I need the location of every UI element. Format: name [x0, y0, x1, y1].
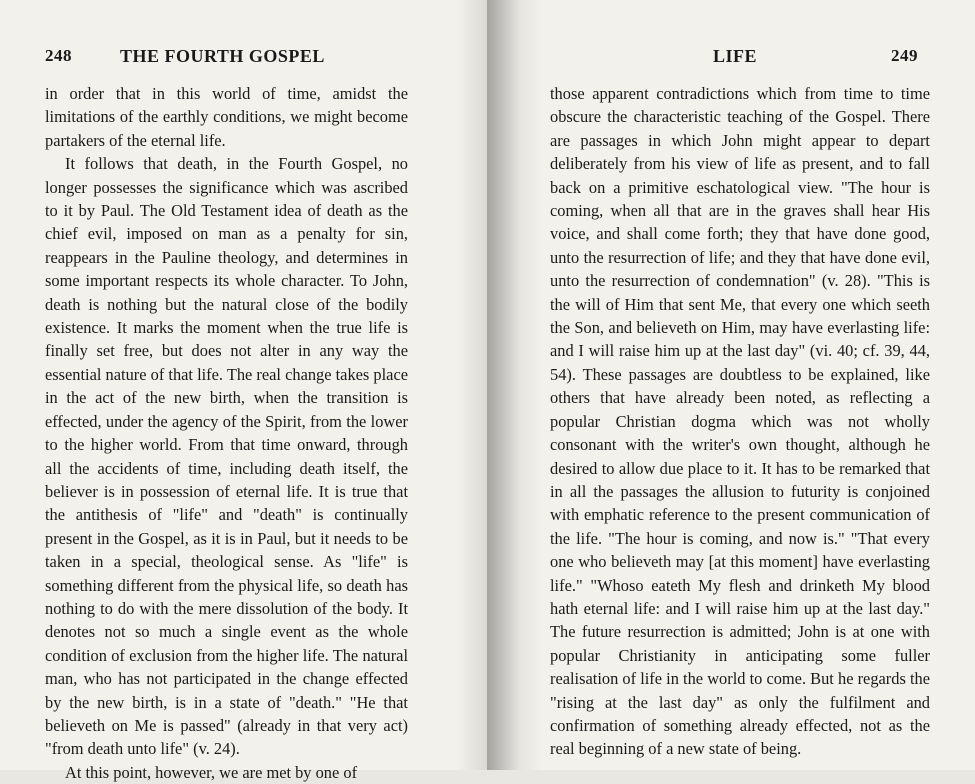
page-number: 248 — [45, 46, 72, 65]
page-number: 249 — [891, 46, 918, 65]
paragraph: those apparent contradictions which from time to time obscure the characteristic teaching of the Gospel. There are passages in which John might appear to depart deliberately from his view of life as present, and to fall back on a primitive eschatological view. "The hour is coming, when all that are in the graves shall hear His voice, and shall come forth; they that have done good, unto the resurrection of life; and they that have done evil, unto the resurrection of condemnation" (v. 28). "This is the will of Him that sent Me, that every one which seeth the Son, and believeth on Him, may have everlasting life: and I will raise him up at the last day" (vi. 40; cf. 39, 44, 54). These passages are doubtless to be explained, like others that have already been noted, as reflecting a popular Christian dogma which was not wholly consonant with the writer's own thought, although he desired to allow due place to it. It has to be remarked that in all the passages the allusion to futurity is conjoined with emphatic reference to the present communication of the life. "The hour is coming, and now is." "That every one who believeth may [at this moment] have everlasting life." "Whoso eateth My flesh and drinketh My blood hath eternal life: and I will raise him up at the last day." The future resurrection is admitted; John is at one with popular Christianity in anticipating some fuller realisation of life in the world to come. But he regards the "rising at the last day" as only the fulfilment and confirmation of something already effected, not as the real beginning of a new state of being. — [550, 84, 930, 759]
paragraph: It follows that death, in the Fourth Gospel, no longer possesses the significance which was ascribed to it by Paul. The Old Testament idea of death as the chief evil, imposed on man as a penalty for sin, reappears in the Pauline theology, and determines in some important respects its whole character. To John, death is nothing but the natural close of the bodily existence. It marks the moment when the true life is finally set free, but does not alter in any way the essential nature of that life. The real change takes place in the act of the new birth, when the transition is effected, under the agency of the Spirit, from the lower to the higher world. From that time onward, through all the accidents of time, including death itself, the believer is in possession of eternal life. It is true that the antithesis of "life" and "death" is continually present in the Gospel, as it is in Paul, but it needs to be taken in a special, theological sense. As "life" is something different from the physical life, so death has nothing to do with the mere dissolution of the body. It denotes not so much a single event as the whole condition of exclusion from the higher life. The natural man, who has not participated in the change effected by the new birth, is in a state of "death." "He that believeth on Me is passed" (already in that very act) "from death unto life" (v. 24). — [45, 154, 408, 759]
gutter-shadow — [457, 0, 487, 770]
running-title: THE FOURTH GOSPEL — [120, 46, 325, 66]
body-text — [550, 82, 930, 761]
left-page — [0, 0, 487, 782]
gutter-shadow — [487, 0, 542, 770]
paragraph: in order that in this world of time, amidst the limitations of the earthly conditions, we might become partakers of the eternal life. — [45, 84, 408, 150]
right-page — [487, 0, 975, 770]
body-text — [45, 82, 408, 784]
running-title: LIFE — [713, 46, 758, 66]
paragraph: At this point, however, we are met by one of — [65, 762, 358, 782]
